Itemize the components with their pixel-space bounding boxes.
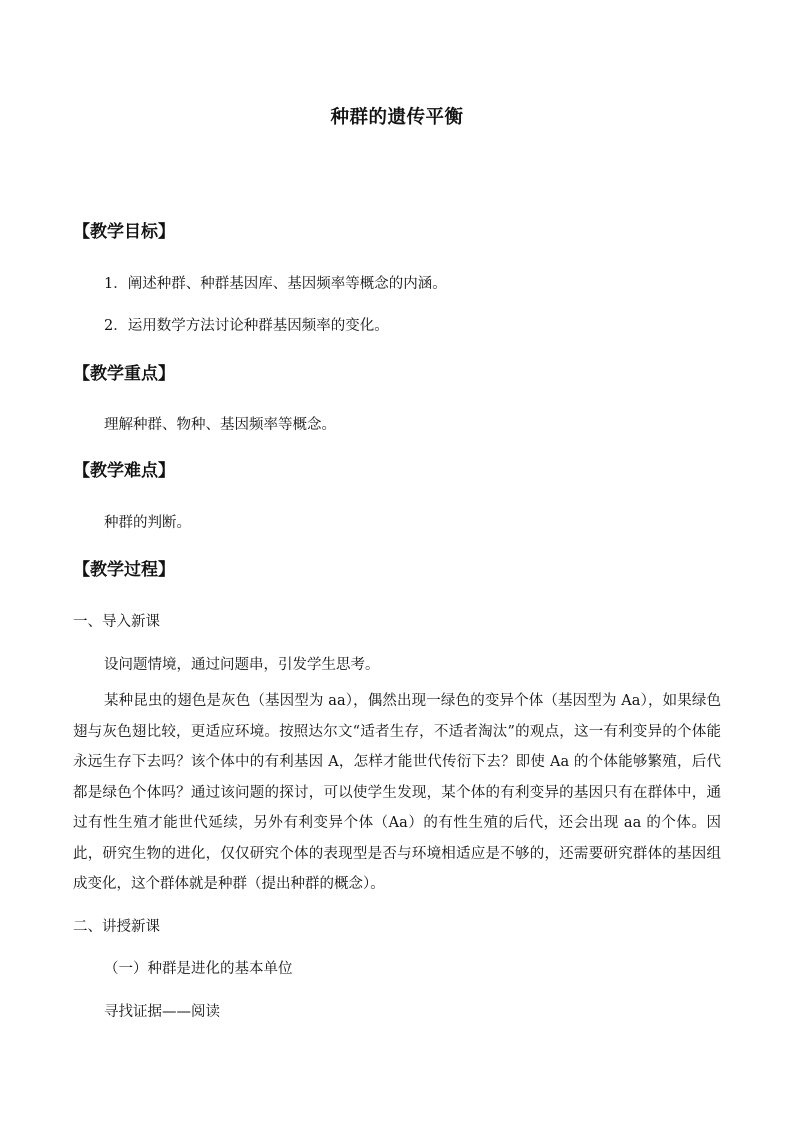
difficulty-heading: 【教学难点】 — [73, 461, 175, 481]
difficulty-text: 种群的判断。 — [104, 515, 191, 531]
subsection1-title: （一）种群是进化的基本单位 — [104, 961, 293, 977]
document-title: 种群的遗传平衡 — [330, 107, 464, 128]
goals-heading: 【教学目标】 — [73, 222, 175, 242]
section1-title: 一、导入新课 — [73, 614, 160, 630]
key-points-heading: 【教学重点】 — [73, 364, 175, 384]
key-points-text: 理解种群、物种、基因频率等概念。 — [104, 417, 336, 433]
section2-title: 二、讲授新课 — [73, 919, 160, 935]
section1-intro: 设问题情境，通过问题串，引发学生思考。 — [104, 657, 380, 673]
evidence-text: 寻找证据——阅读 — [104, 1004, 220, 1020]
goal-item-1: 1．阐述种群、种群基因库、基因频率等概念的内涵。 — [104, 276, 447, 292]
process-heading: 【教学过程】 — [73, 560, 175, 580]
goal-item-2: 2．运用数学方法讨论种群基因频率的变化。 — [104, 318, 389, 334]
section1-body: 某种昆虫的翅色是灰色（基因型为 aa），偶然出现一绿色的变异个体（基因型为 Aa），如果绿色翅与灰色翅比较，更适应环境。按照达尔文“适者生存，不适者淘汰”的观点，这一有利变异的个体能永远生存下去吗？该个体中的有利基因 A，怎样才能世代传衍下去？即使 Aa 的个体能够繁殖，后代都是绿色个体吗？通过该问题的探讨，可以使学生发现，某个体的有利变异的基因只有在群体中，通过有性生殖才能世代延续，另外有利变异个体（Aa）的有性生殖的后代，还会出现 aa 的个体。因此，研究生物的进化，仅仅研究个体的表现型是否与环境相适应是不够的，还需要研究群体的基因组成变化，这个群体就是种群（提出种群的概念）。 — [73, 693, 721, 892]
